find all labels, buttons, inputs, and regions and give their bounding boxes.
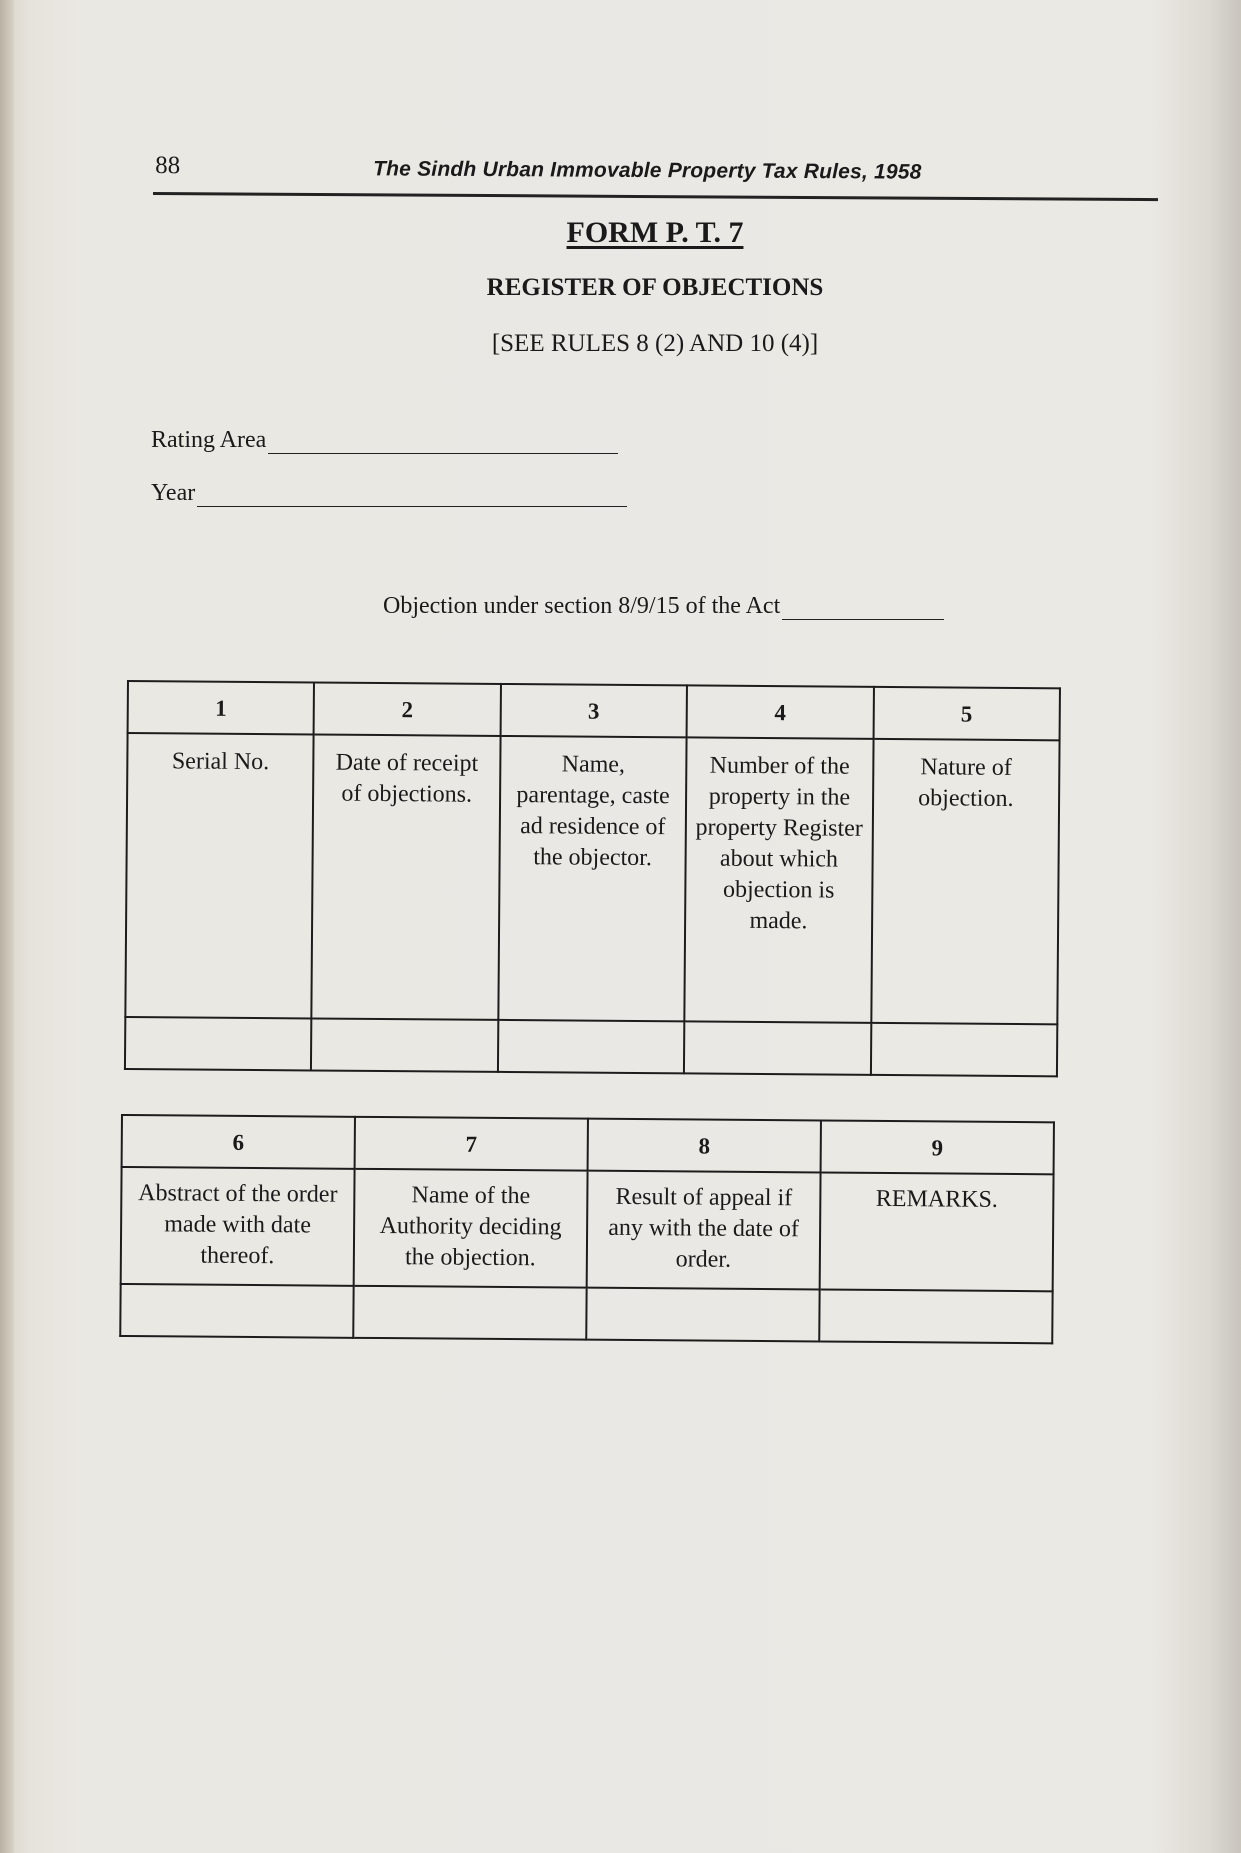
register-table-part-1 <box>124 680 1061 1077</box>
column-header-text: REMARKS. <box>875 1185 998 1213</box>
column-header-text: Number of the property in the property Register about which objection is made. <box>695 752 863 935</box>
column-header-serial-no <box>125 733 314 1018</box>
column-header-text: Result of appeal if any with the date of order. <box>608 1183 800 1273</box>
column-header-abstract-of-order <box>121 1167 355 1286</box>
column-number: 6 <box>122 1115 355 1169</box>
column-number-row <box>128 681 1060 740</box>
year-field <box>151 480 627 507</box>
column-number: 9 <box>821 1120 1054 1174</box>
column-number: 7 <box>355 1117 588 1171</box>
column-number-row <box>122 1115 1054 1174</box>
blank-entry-row <box>125 1017 1057 1076</box>
column-header-property-number <box>685 737 874 1022</box>
column-header-nature-of-objection <box>871 739 1060 1024</box>
blank-cell <box>586 1288 819 1342</box>
rules-reference: [SEE RULES 8 (2) AND 10 (4)] <box>491 330 819 357</box>
column-number: 3 <box>500 684 687 737</box>
page-number: 88 <box>155 152 181 180</box>
page-header <box>153 150 1158 201</box>
blank-cell <box>819 1289 1052 1343</box>
column-header-row <box>121 1167 1054 1291</box>
column-header-row <box>125 733 1059 1024</box>
blank-cell <box>120 1284 353 1338</box>
blank-cell <box>498 1020 685 1073</box>
column-header-deciding-authority <box>354 1169 588 1288</box>
column-header-text: Nature of objection. <box>918 754 1014 812</box>
column-header-text: Serial No. <box>171 748 270 776</box>
column-number: 4 <box>687 685 874 738</box>
register-title: REGISTER OF OBJECTIONS <box>486 274 824 301</box>
blank-cell <box>125 1017 312 1070</box>
running-title: The Sindh Urban Immovable Property Tax Rules, 1958 <box>373 157 922 184</box>
column-header-objector-details <box>498 736 687 1021</box>
blank-cell <box>311 1018 498 1071</box>
blank-cell <box>353 1286 586 1340</box>
register-table-part-2 <box>119 1114 1055 1344</box>
column-header-text: Name, parentage, caste ad residence of the objector. <box>516 751 670 872</box>
rating-area-blank-line <box>268 433 618 454</box>
blank-cell <box>870 1023 1057 1076</box>
column-number: 5 <box>873 687 1060 740</box>
column-header-date-of-receipt <box>312 734 501 1019</box>
blank-cell <box>684 1021 871 1074</box>
column-number: 1 <box>128 681 315 734</box>
column-number: 2 <box>314 682 501 735</box>
year-blank-line <box>197 486 627 507</box>
objection-section-label: Objection under section 8/9/15 of the Act <box>383 593 781 619</box>
column-header-text: Date of receipt of objections. <box>335 749 479 808</box>
form-title: FORM P. T. 7 <box>566 216 744 249</box>
column-header-text: Name of the Authority deciding the objection. <box>379 1182 562 1272</box>
column-number: 8 <box>588 1119 821 1173</box>
column-header-remarks <box>820 1172 1054 1291</box>
column-header-result-of-appeal <box>587 1171 821 1290</box>
objection-section-field <box>383 593 944 620</box>
rating-area-label: Rating Area <box>151 427 267 453</box>
objection-section-blank-line <box>782 599 944 620</box>
year-label: Year <box>151 480 196 506</box>
rating-area-field <box>151 427 618 454</box>
column-header-text: Abstract of the order made with date thereof. <box>138 1180 338 1270</box>
blank-entry-row <box>120 1284 1052 1343</box>
